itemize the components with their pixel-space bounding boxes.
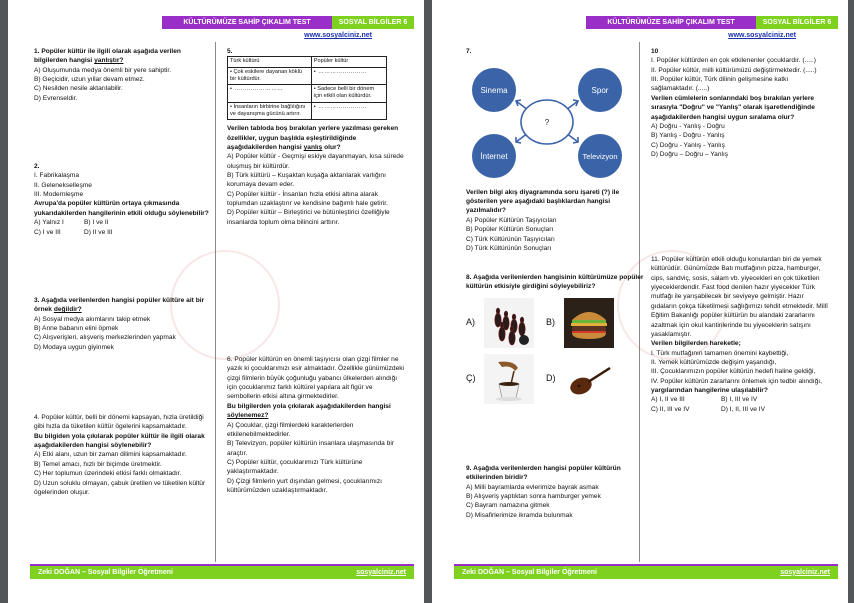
q6-option-b[interactable]: B) Televizyon, popüler kültürün insanlara ulaşmasında bir araçtır. bbox=[227, 440, 395, 457]
q10-number: 10 bbox=[651, 48, 659, 55]
q7-option-d[interactable]: D) Türk Kültürünün Sonuçları bbox=[466, 244, 552, 252]
q11-item-2: II. Yemek kültürümüzde değişim yaşandığı, bbox=[651, 358, 777, 366]
page-header bbox=[586, 16, 838, 29]
q2-option-d[interactable]: D) II ve III bbox=[84, 228, 113, 236]
q11-option-a[interactable]: A) I, II ve III bbox=[651, 396, 685, 404]
q10-option-b[interactable]: B) Yanlış - Doğru - Yanlış bbox=[651, 132, 725, 140]
baglama-icon bbox=[564, 354, 614, 404]
q3-option-b[interactable]: B) Anne babanın elini öpmek bbox=[34, 325, 119, 333]
q6-option-c[interactable]: C) Popüler kültür, çocuklarımızı Türk kültürüne yaklaştırmaktadır. bbox=[227, 458, 363, 476]
q5-number: 5. bbox=[227, 48, 233, 55]
page-left bbox=[8, 0, 424, 603]
q5-cell-blank: • …………………… bbox=[228, 85, 312, 103]
q8-option-b[interactable] bbox=[546, 298, 616, 348]
q10-option-a[interactable]: A) Doğru - Yanlış - Doğru bbox=[651, 122, 725, 130]
question-4 bbox=[34, 413, 214, 497]
q11-option-d[interactable]: D) I, II, III ve IV bbox=[721, 405, 765, 413]
q7-option-a[interactable]: A) Popüler Kültürün Taşıyıcıları bbox=[466, 216, 557, 224]
site-link[interactable]: www.sosyalciniz.net bbox=[728, 32, 796, 39]
q8-label-a: A) bbox=[466, 317, 475, 328]
q6-option-a[interactable]: A) Çocuklar, çizgi filmlerdeki karakterlerden etkilenebilmektedirler. bbox=[227, 421, 354, 438]
q7-number: 7. bbox=[466, 48, 472, 55]
q3-stem: 3. Aşağıda verilenlerden hangisi popüler kültüre ait bir örnek bbox=[34, 297, 205, 314]
q6-option-d[interactable]: D) Çizgi filmlerin yurt dışından gelmesi, çocuklarımızı kültürümüzden uzaklaştırmaktadır. bbox=[227, 477, 382, 495]
q5-option-a[interactable]: A) Popüler kültür - Geçmişi eskiye dayanmayan, kısa sürede oluşmuş bir kültürdür. bbox=[227, 153, 404, 170]
page-footer bbox=[30, 566, 414, 579]
q9-option-b[interactable]: B) Alışveriş yaptıktan sonra hamburger yemek bbox=[466, 493, 601, 501]
question-10 bbox=[651, 47, 831, 159]
q5-cell-blank: • …………………… bbox=[311, 67, 386, 85]
q8-option-d[interactable] bbox=[546, 354, 616, 404]
footer-site-link[interactable]: sosyalciniz.net bbox=[780, 568, 830, 576]
q5-option-d[interactable]: D) Popüler kültür – Birleştirici ve bütünleştirici özelliğiyle insanlarda toplum olma bilincini arttırır. bbox=[227, 209, 390, 226]
q1-stem: 1. Popüler kültür ile ilgili olarak aşağıda verilen bilgilerden hangisi bbox=[34, 48, 181, 65]
question-7 bbox=[466, 47, 646, 253]
q4-option-c[interactable]: C) Her toplumun üzerindeki etkisi farklı olmaktadır. bbox=[34, 470, 182, 478]
bowling-pins-icon bbox=[484, 298, 534, 348]
q5-cell: • Sadece belli bir dönem için etkili olan kültürdür. bbox=[311, 85, 386, 103]
q7-flow-diagram bbox=[466, 56, 636, 184]
diagram-center-label: ? bbox=[544, 118, 550, 128]
q3-option-d[interactable]: D) Modaya uygun giyinmek bbox=[34, 343, 114, 351]
question-3 bbox=[34, 296, 214, 352]
question-11 bbox=[651, 255, 831, 414]
q7-option-c[interactable]: C) Türk Kültürünün Taşıyıcıları bbox=[466, 235, 555, 243]
q10-item-3: III. Popüler kültür, Türk dilinin gelişmesine katkı sağlamaktadır. (.....) bbox=[651, 76, 789, 93]
q11-option-c[interactable]: C) II, III ve IV bbox=[651, 405, 690, 413]
q9-option-c[interactable]: C) Bayram namazına gitmek bbox=[466, 502, 550, 510]
page-footer bbox=[454, 566, 838, 579]
q7-option-b[interactable]: B) Popüler Kültürün Sonuçları bbox=[466, 226, 554, 234]
q2-option-a[interactable]: A) Yalnız I bbox=[34, 219, 64, 227]
q1-stem-emph: yanlıştır? bbox=[94, 57, 124, 65]
q11-stem: Verilen bilgilerden hareketle; bbox=[651, 340, 741, 348]
q6-text: 6. Popüler kültürün en önemli taşıyıcısı olan çizgi filmler ne yazık ki çocuklarımızı esir almaktadır. Özellikle günümüzdeki çizgi filmlerin büyük çoğunluğu yabancı ülkelerden alındığı için çocuklarımız farklı kültürel yapılara ait figür ve sembollerin etkisi altına girmektedirler. bbox=[227, 356, 404, 401]
q8-option-a[interactable] bbox=[466, 298, 536, 348]
q2-option-b[interactable]: B) I ve II bbox=[84, 219, 109, 227]
q8-label-c: Ç) bbox=[466, 373, 476, 384]
q6-stem: Bu bilgilerden yola çıkılarak aşağıdakilerden hangisi bbox=[227, 402, 391, 410]
q5-cell-blank: • …………………… bbox=[311, 102, 386, 120]
q3-option-a[interactable]: A) Sosyal medya akımlarını takip etmek bbox=[34, 315, 151, 323]
question-5 bbox=[227, 47, 407, 227]
turkish-coffee-icon bbox=[484, 354, 534, 404]
q5-stem-emph: yanlış bbox=[303, 143, 323, 151]
q11-conclusion: yargılarından hangilerine ulaşılabilir? bbox=[651, 387, 768, 395]
q4-stem: Bu bilgiden yola çıkılarak popüler kültür ile ilgili olarak aşağıdakilerden hangisi söylenebilir? bbox=[34, 432, 205, 450]
header-subject: SOSYAL BİLGİLER 6 bbox=[756, 16, 838, 29]
q9-option-a[interactable]: A) Milli bayramlarda evlerimize bayrak asmak bbox=[466, 483, 599, 491]
q11-option-b[interactable]: B) I, III ve IV bbox=[721, 396, 758, 404]
question-1 bbox=[34, 47, 214, 103]
question-9 bbox=[466, 464, 646, 520]
q11-item-4: IV. Popüler kültürün zararlarını önlemek için tedbir alındığı, bbox=[651, 377, 822, 385]
q10-option-c[interactable]: C) Doğru - Yanlış - Yanlış bbox=[651, 141, 725, 149]
footer-site-link[interactable]: sosyalciniz.net bbox=[356, 568, 406, 576]
q11-item-1: I. Türk mutfağının tamamen önemini kaybettiği, bbox=[651, 349, 789, 357]
q5-table bbox=[227, 56, 387, 120]
q4-option-b[interactable]: B) Temel amacı, hızlı bir biçimde üretmektir. bbox=[34, 460, 162, 468]
q8-label-d: D) bbox=[546, 373, 556, 384]
q10-item-1: I. Popüler kültürden en çok etkilenenler çocuklardır. (.....) bbox=[651, 57, 816, 65]
q1-option-a[interactable]: A) Oluşumunda medya önemli bir yere sahiptir. bbox=[34, 66, 172, 74]
question-6 bbox=[227, 355, 407, 495]
diagram-label-internet: İnternet bbox=[480, 152, 508, 162]
q4-text: 4. Popüler kültür, belli bir dönemi kapsayan, hızla üretildiği gibi hızla da tüketilen kültür ögelerini kapsamaktadır. bbox=[34, 414, 204, 431]
footer-teacher: Zeki DOĞAN – Sosyal Bilgiler Öğretmeni bbox=[38, 568, 173, 576]
question-8 bbox=[466, 273, 646, 410]
q5-stem: Verilen tabloda boş bırakılan yerlere yazılması gereken özellikler, uygun başlıkla eşleştirildiğinde aşağıdakilerden hangisi bbox=[227, 125, 399, 151]
q10-stem: Verilen cümlelerin sonlarındaki boş bırakılan yerlere sırasıyla "Doğru" ve "Yanlış" olarak işaretlendiğinde aşağıdakilerden hangisi uygun sıralama olur? bbox=[651, 94, 815, 121]
q6-stem-emph: söylenemez? bbox=[227, 412, 269, 420]
q1-option-b[interactable]: B) Geçicidir, uzun yıllar devam etmez. bbox=[34, 76, 145, 84]
q2-number: 2. bbox=[34, 163, 40, 170]
q7-stem: Verilen bilgi akış diyagramında soru işareti (?) ile gösterilen yere aşağıdaki başlıklardan hangisi yazılmalıdır? bbox=[466, 188, 620, 215]
q5-stem-end: olur? bbox=[324, 143, 341, 151]
q2-stem: Avrupa'da popüler kültürün ortaya çıkmasında yukarıdakilerden hangilerinin etkili olduğu söylenebilir? bbox=[34, 200, 209, 217]
q10-item-2: II. Popüler kültür, milli kültürümüzü değiştirmektedir. (.....) bbox=[651, 66, 817, 74]
q2-option-c[interactable]: C) I ve III bbox=[34, 228, 61, 236]
q4-option-a[interactable]: A) Etki alanı, uzun bir zaman dilimini kapsamaktadır. bbox=[34, 451, 187, 459]
q1-option-d[interactable]: D) Evrenseldir. bbox=[34, 94, 78, 102]
q10-option-d[interactable]: D) Doğru – Doğru – Yanlış bbox=[651, 150, 729, 158]
q5-cell: • Çok eskilere dayanan köklü bir kültürdür. bbox=[228, 67, 312, 85]
diagram-label-sinema: Sinema bbox=[480, 86, 508, 96]
q8-option-c[interactable] bbox=[466, 354, 536, 404]
q8-label-b: B) bbox=[546, 317, 555, 328]
q5-cell: • İnsanların birbirine bağlılığını ve dayanışma gücünü artırır. bbox=[228, 102, 312, 120]
q5-option-b[interactable]: B) Türk kültürü – Kuşaktan kuşağa aktarılarak varlığını korumaya devam eder. bbox=[227, 172, 386, 189]
q3-stem-emph: değildir? bbox=[53, 306, 82, 314]
q8-image-grid bbox=[466, 298, 646, 404]
header-subject: SOSYAL BİLGİLER 6 bbox=[332, 16, 414, 29]
q5-col-popular: Popüler kültür bbox=[311, 57, 386, 67]
q4-option-d[interactable]: D) Uzun soluklu olmayan, çabuk üretilen ve tüketilen kültür ögelerinden oluşur. bbox=[34, 479, 206, 496]
header-title: KÜLTÜRÜMÜZE SAHİP ÇIKALIM TEST bbox=[586, 16, 756, 29]
question-2 bbox=[34, 162, 214, 237]
q5-option-c[interactable]: C) Popüler kültür - İnsanları hızla etkisi altına alarak toplumdan uzaklaştırır ve kendisine bağımlı hale getirir. bbox=[227, 190, 388, 208]
q3-option-c[interactable]: C) Alışverişleri, alışveriş merkezlerinden yapmak bbox=[34, 334, 176, 342]
hamburger-icon bbox=[564, 298, 614, 348]
q9-stem: 9. Aşağıda verilenlerden hangisi popüler kültürün etkilerinden biridir? bbox=[466, 465, 621, 482]
q2-item-1: I. Fabrikalaşma bbox=[34, 172, 80, 180]
page-right bbox=[432, 0, 848, 603]
q8-stem: 8. Aşağıda verilenlerden hangisinin kültürümüze popüler kültürün etkisiyle girdiğini söyleyebiliriz? bbox=[466, 274, 644, 291]
q2-item-2: II. Geleneksel​leşme bbox=[34, 181, 92, 189]
header-title: KÜLTÜRÜMÜZE SAHİP ÇIKALIM TEST bbox=[162, 16, 332, 29]
q11-text: 11. Popüler kültürün etkili olduğu konulardan biri de yemek kültürüdür. Günümüzde Batı mutfağının pizza, hamburger, cips, sandviç, sosis, salam vb. yiyecekleri en çok tüketilen yiyeceklerdendir. Fast food denilen hazır yiyecekler Türk mutfağı ile yarışabilecek bir seviyeye gelmiştir. Hazır gıdaların çokça tüketilmesi sağlığımızı tehdit etmektedir. Millî Eğitim Bakanlığı popüler kültürün bu alandaki zararlarını azaltmak için okul kantinlerinde bu yiyeceklerin satışını yasaklamıştır. bbox=[651, 256, 829, 338]
footer-teacher: Zeki DOĞAN – Sosyal Bilgiler Öğretmeni bbox=[462, 568, 597, 576]
q9-option-d[interactable]: D) Misafirlerimize ikramda bulunmak bbox=[466, 511, 573, 519]
q2-item-3: III. Modernleşme bbox=[34, 191, 84, 199]
page-header bbox=[162, 16, 414, 29]
diagram-label-spor: Spor bbox=[591, 86, 609, 96]
q5-col-turk: Türk kültürü bbox=[228, 57, 312, 67]
q1-option-c[interactable]: C) Nesilden nesile aktarılabilir. bbox=[34, 85, 123, 93]
q11-item-3: III. Çocuklarımızın popüler kültürün hedefi haline geldiği, bbox=[651, 368, 816, 376]
diagram-label-televizyon: Televizyon bbox=[582, 152, 618, 162]
site-link[interactable]: www.sosyalciniz.net bbox=[304, 32, 372, 39]
